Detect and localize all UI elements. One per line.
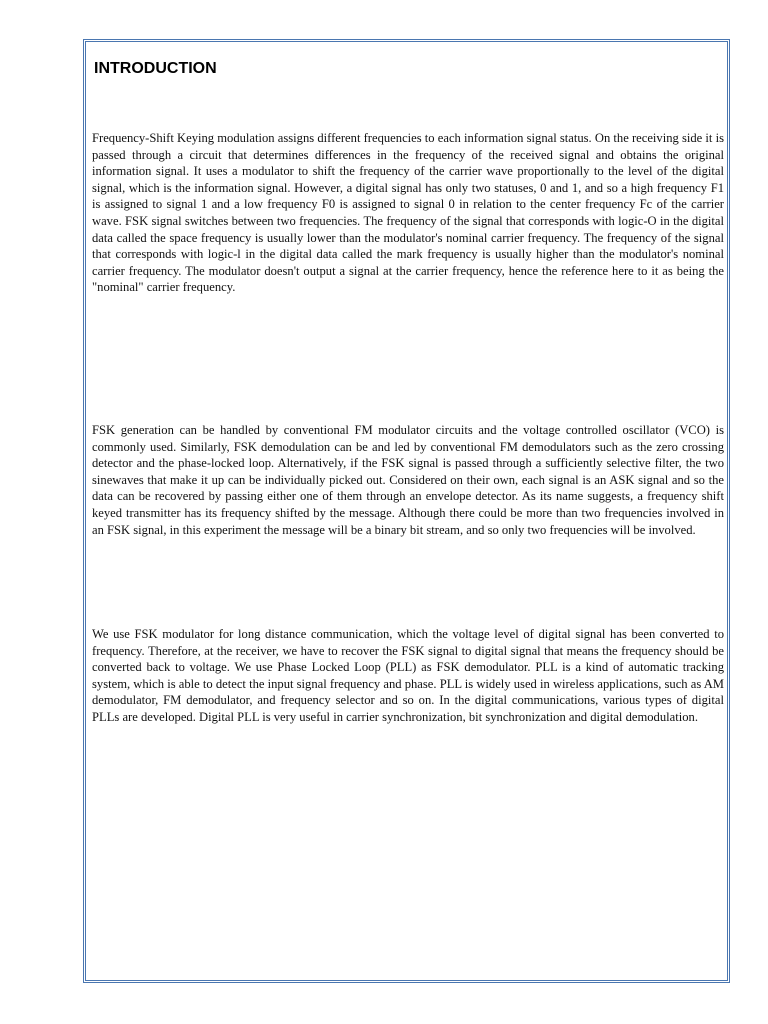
paragraph-fsk-modulation: Frequency-Shift Keying modulation assigns different frequencies to each information signal status. On the receiving side it is passed through a circuit that determines differences in the frequency of the received signal and obtains the original information signal. It uses a modulator to shift the frequency of the carrier wave proportionally to the level of the digital signal, which is the information signal. However, a digital signal has only two statuses, 0 and 1, and so a high frequency F1 is assigned to signal 1 and a low frequency F0 is assigned to signal 0 in relation to the center frequency Fc of the carrier wave. FSK signal switches between two frequencies. The frequency of the signal that corresponds with logic-O in the digital data called the space frequency is usually lower than the modulator's nominal carrier frequency. The frequency of the signal that corresponds with logic-l in the digital data called the mark frequency is usually higher than the modulator's nominal carrier frequency. The modulator doesn't output a signal at the carrier frequency, hence the reference here to it as being the "nominal" carrier frequency. bbox=[92, 131, 724, 295]
page-border bbox=[83, 39, 730, 983]
section-heading: INTRODUCTION bbox=[94, 60, 217, 77]
paragraph-fsk-generation: FSK generation can be handled by conventional FM modulator circuits and the voltage controlled oscillator (VCO) is commonly used. Similarly, FSK demodulation can be and led by conventional FM demodulators such as the zero crossing detector and the phase-locked loop. Alternatively, if the FSK signal is passed through a sufficiently selective filter, the two sinewaves that make it up can be individually picked out. Considered on their own, each signal is an ASK signal and so the data can be recovered by passing either one of them through an envelope detector. As its name suggests, a frequency shift keyed transmitter has its frequency shifted by the message. Although there could be more than two frequencies involved in an FSK signal, in this experiment the message will be a binary bit stream, and so only two frequencies will be involved. bbox=[92, 423, 724, 537]
paragraph-fsk-demodulator: We use FSK modulator for long distance communication, which the voltage level of digital signal has been converted to frequency. Therefore, at the receiver, we have to recover the FSK signal to digital signal that means the frequency should be converted back to voltage. We use Phase Locked Loop (PLL) as FSK demodulator. PLL is a kind of automatic tracking system, which is able to detect the input signal frequency and phase. PLL is widely used in wireless applications, such as AM demodulator, FM demodulator, and frequency selector and so on. In the digital communications, various types of digital PLLs are developed. Digital PLL is very useful in carrier synchronization, bit synchronization and digital demodulation. bbox=[92, 627, 724, 724]
page-content bbox=[92, 48, 724, 974]
